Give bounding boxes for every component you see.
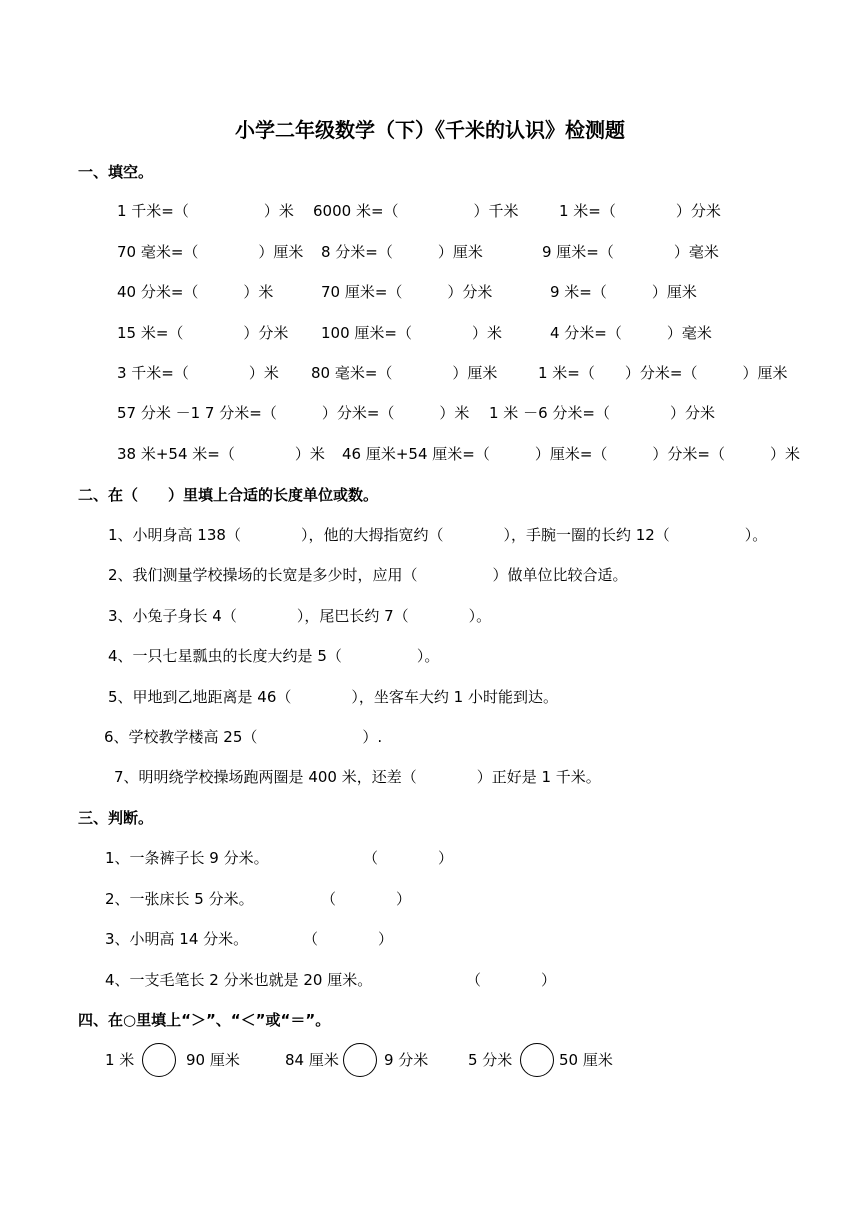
unit-question: 5、甲地到乙地距离是 46（ ），坐客车大约 1 小时能到达。 bbox=[108, 688, 558, 706]
fill-item: 80 毫米=（ ）厘米 bbox=[311, 364, 498, 382]
judge-answer-paren: （ ） bbox=[363, 849, 454, 867]
fill-item: 38 米+54 米=（ ）米 bbox=[117, 445, 325, 463]
fill-item: 9 厘米=（ ）毫米 bbox=[542, 243, 719, 261]
fill-item: 4 分米=（ ）毫米 bbox=[550, 324, 712, 342]
unit-question: 6、学校教学楼高 25（ ）. bbox=[104, 728, 383, 746]
section-heading-judge: 三、判断。 bbox=[78, 809, 154, 827]
compare-left: 5 分米 bbox=[468, 1051, 513, 1069]
judge-answer-paren: （ ） bbox=[321, 890, 412, 908]
unit-question: 3、小兔子身长 4（ ），尾巴长约 7（ ）。 bbox=[108, 607, 492, 625]
fill-item: 70 毫米=（ ）厘米 bbox=[117, 243, 304, 261]
section-heading-units: 二、在（ ）里填上合适的长度单位或数。 bbox=[78, 486, 379, 504]
fill-item: 1 米=（ ）分米 bbox=[559, 202, 721, 220]
fill-item: 46 厘米+54 厘米=（ ）厘米=（ ）分米=（ ）米 bbox=[342, 445, 800, 463]
fill-item: 6000 米=（ ）千米 bbox=[313, 202, 519, 220]
judge-statement: 4、一支毛笔长 2 分米也就是 20 厘米。 bbox=[105, 971, 373, 989]
compare-left: 1 米 bbox=[105, 1051, 135, 1069]
judge-statement: 3、小明高 14 分米。 bbox=[105, 930, 249, 948]
fill-item: 70 厘米=（ ）分米 bbox=[321, 283, 493, 301]
fill-item: 3 千米=（ ）米 bbox=[117, 364, 279, 382]
compare-circle[interactable] bbox=[520, 1043, 554, 1077]
fill-item: 9 米=（ ）厘米 bbox=[550, 283, 697, 301]
fill-item: 1 米=（ ）分米=（ ）厘米 bbox=[538, 364, 788, 382]
fill-item: 1 米 －6 分米=（ ）分米 bbox=[489, 404, 715, 422]
compare-right: 50 厘米 bbox=[559, 1051, 613, 1069]
fill-item: 57 分米 －1 7 分米=（ ）分米=（ ）米 bbox=[117, 404, 470, 422]
unit-question: 4、一只七星瓢虫的长度大约是 5（ ）。 bbox=[108, 647, 440, 665]
compare-circle[interactable] bbox=[343, 1043, 377, 1077]
unit-question: 2、我们测量学校操场的长宽是多少时，应用（ ）做单位比较合适。 bbox=[108, 566, 628, 584]
fill-item: 1 千米=（ ）米 bbox=[117, 202, 294, 220]
fill-item: 15 米=（ ）分米 bbox=[117, 324, 289, 342]
compare-right: 9 分米 bbox=[384, 1051, 429, 1069]
fill-item: 40 分米=（ ）米 bbox=[117, 283, 274, 301]
page-title: 小学二年级数学（下）《千米的认识》检测题 bbox=[235, 118, 625, 142]
fill-item: 100 厘米=（ ）米 bbox=[321, 324, 502, 342]
section-heading-fill: 一、填空。 bbox=[78, 163, 154, 181]
judge-answer-paren: （ ） bbox=[466, 971, 557, 989]
unit-question: 7、明明绕学校操场跑两圈是 400 米，还差（ ）正好是 1 千米。 bbox=[114, 768, 601, 786]
fill-item: 8 分米=（ ）厘米 bbox=[321, 243, 483, 261]
compare-right: 90 厘米 bbox=[186, 1051, 240, 1069]
compare-left: 84 厘米 bbox=[285, 1051, 339, 1069]
judge-statement: 2、一张床长 5 分米。 bbox=[105, 890, 254, 908]
judge-answer-paren: （ ） bbox=[303, 930, 394, 948]
judge-statement: 1、一条裤子长 9 分米。 bbox=[105, 849, 269, 867]
section-heading-compare: 四、在○里填上“＞”、“＜”或“＝”。 bbox=[78, 1011, 331, 1029]
compare-circle[interactable] bbox=[142, 1043, 176, 1077]
unit-question: 1、小明身高 138（ ），他的大拇指宽约（ ），手腕一圈的长约 12（ ）。 bbox=[108, 526, 768, 544]
